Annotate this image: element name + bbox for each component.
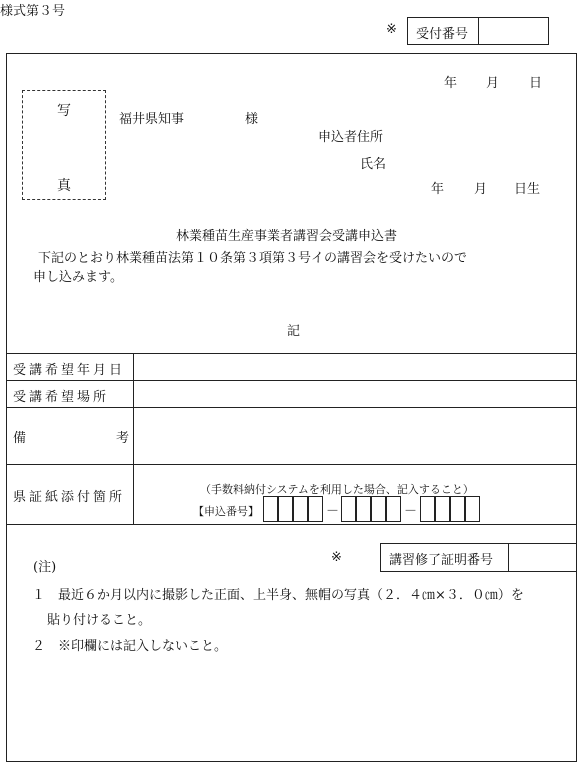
birth-year: 年 [431,182,445,197]
cert-number-field[interactable] [509,544,577,571]
photo-char-top: 写 [57,103,71,119]
stamp-label: 県証紙添付箇所 [13,490,126,505]
cert-mark: ※ [331,550,342,565]
photo-box[interactable] [22,90,106,200]
applicant-address-label: 申込者住所 [318,130,384,145]
preferred-place-field[interactable] [135,382,576,406]
note-1-line1: １ 最近６か月以内に撮影した正面、上半身、無帽の写真（２．４㎝×３．０㎝）を [32,588,524,603]
notes-heading: (注) [33,560,57,575]
preferred-date-label: 受講希望年月日 [13,363,126,378]
cert-number-box [380,543,577,572]
remarks-label-1: 備 [13,431,27,446]
dash-2: － [404,504,418,519]
receipt-mark: ※ [386,22,397,37]
form-number: 様式第３号 [0,4,66,19]
receipt-label: 受付番号 [416,27,469,42]
body-text-line2: 申し込みます。 [33,270,123,285]
stamp-note: （手数料納付システムを利用した場合、記入すること） [200,483,474,496]
application-number-label: 【申込番号】 [193,505,259,518]
date-day: 日 [529,76,543,91]
application-number-input[interactable] [263,496,483,522]
note-1-line2: 貼り付けること。 [47,613,152,628]
remarks-label-2: 考 [116,431,130,446]
photo-char-bottom: 真 [57,178,71,194]
receipt-box [407,17,549,45]
receipt-number-field[interactable] [479,18,549,44]
dash-1: － [326,504,340,519]
body-text-line1: 下記のとおり林業種苗法第１０条第３項第３号イの講習会を受けたいので [38,251,468,266]
applicant-name-label: 氏名 [360,157,387,172]
date-month: 月 [486,76,500,91]
cert-number-label: 講習修了証明番号 [389,553,494,568]
note-2: ２ ※印欄には記入しないこと。 [32,639,228,654]
preferred-date-field[interactable] [135,355,576,379]
addressee-name: 福井県知事 [119,112,185,127]
birth-month: 月 [474,182,488,197]
addressee-honorific: 様 [245,112,259,127]
preferred-place-label: 受講希望場所 [13,390,110,405]
birth-day: 日生 [514,182,541,197]
remarks-field[interactable] [135,409,576,463]
ki-heading: 記 [287,324,301,339]
form-title: 林業種苗生産事業者講習会受講申込書 [176,229,398,244]
date-year: 年 [444,76,458,91]
